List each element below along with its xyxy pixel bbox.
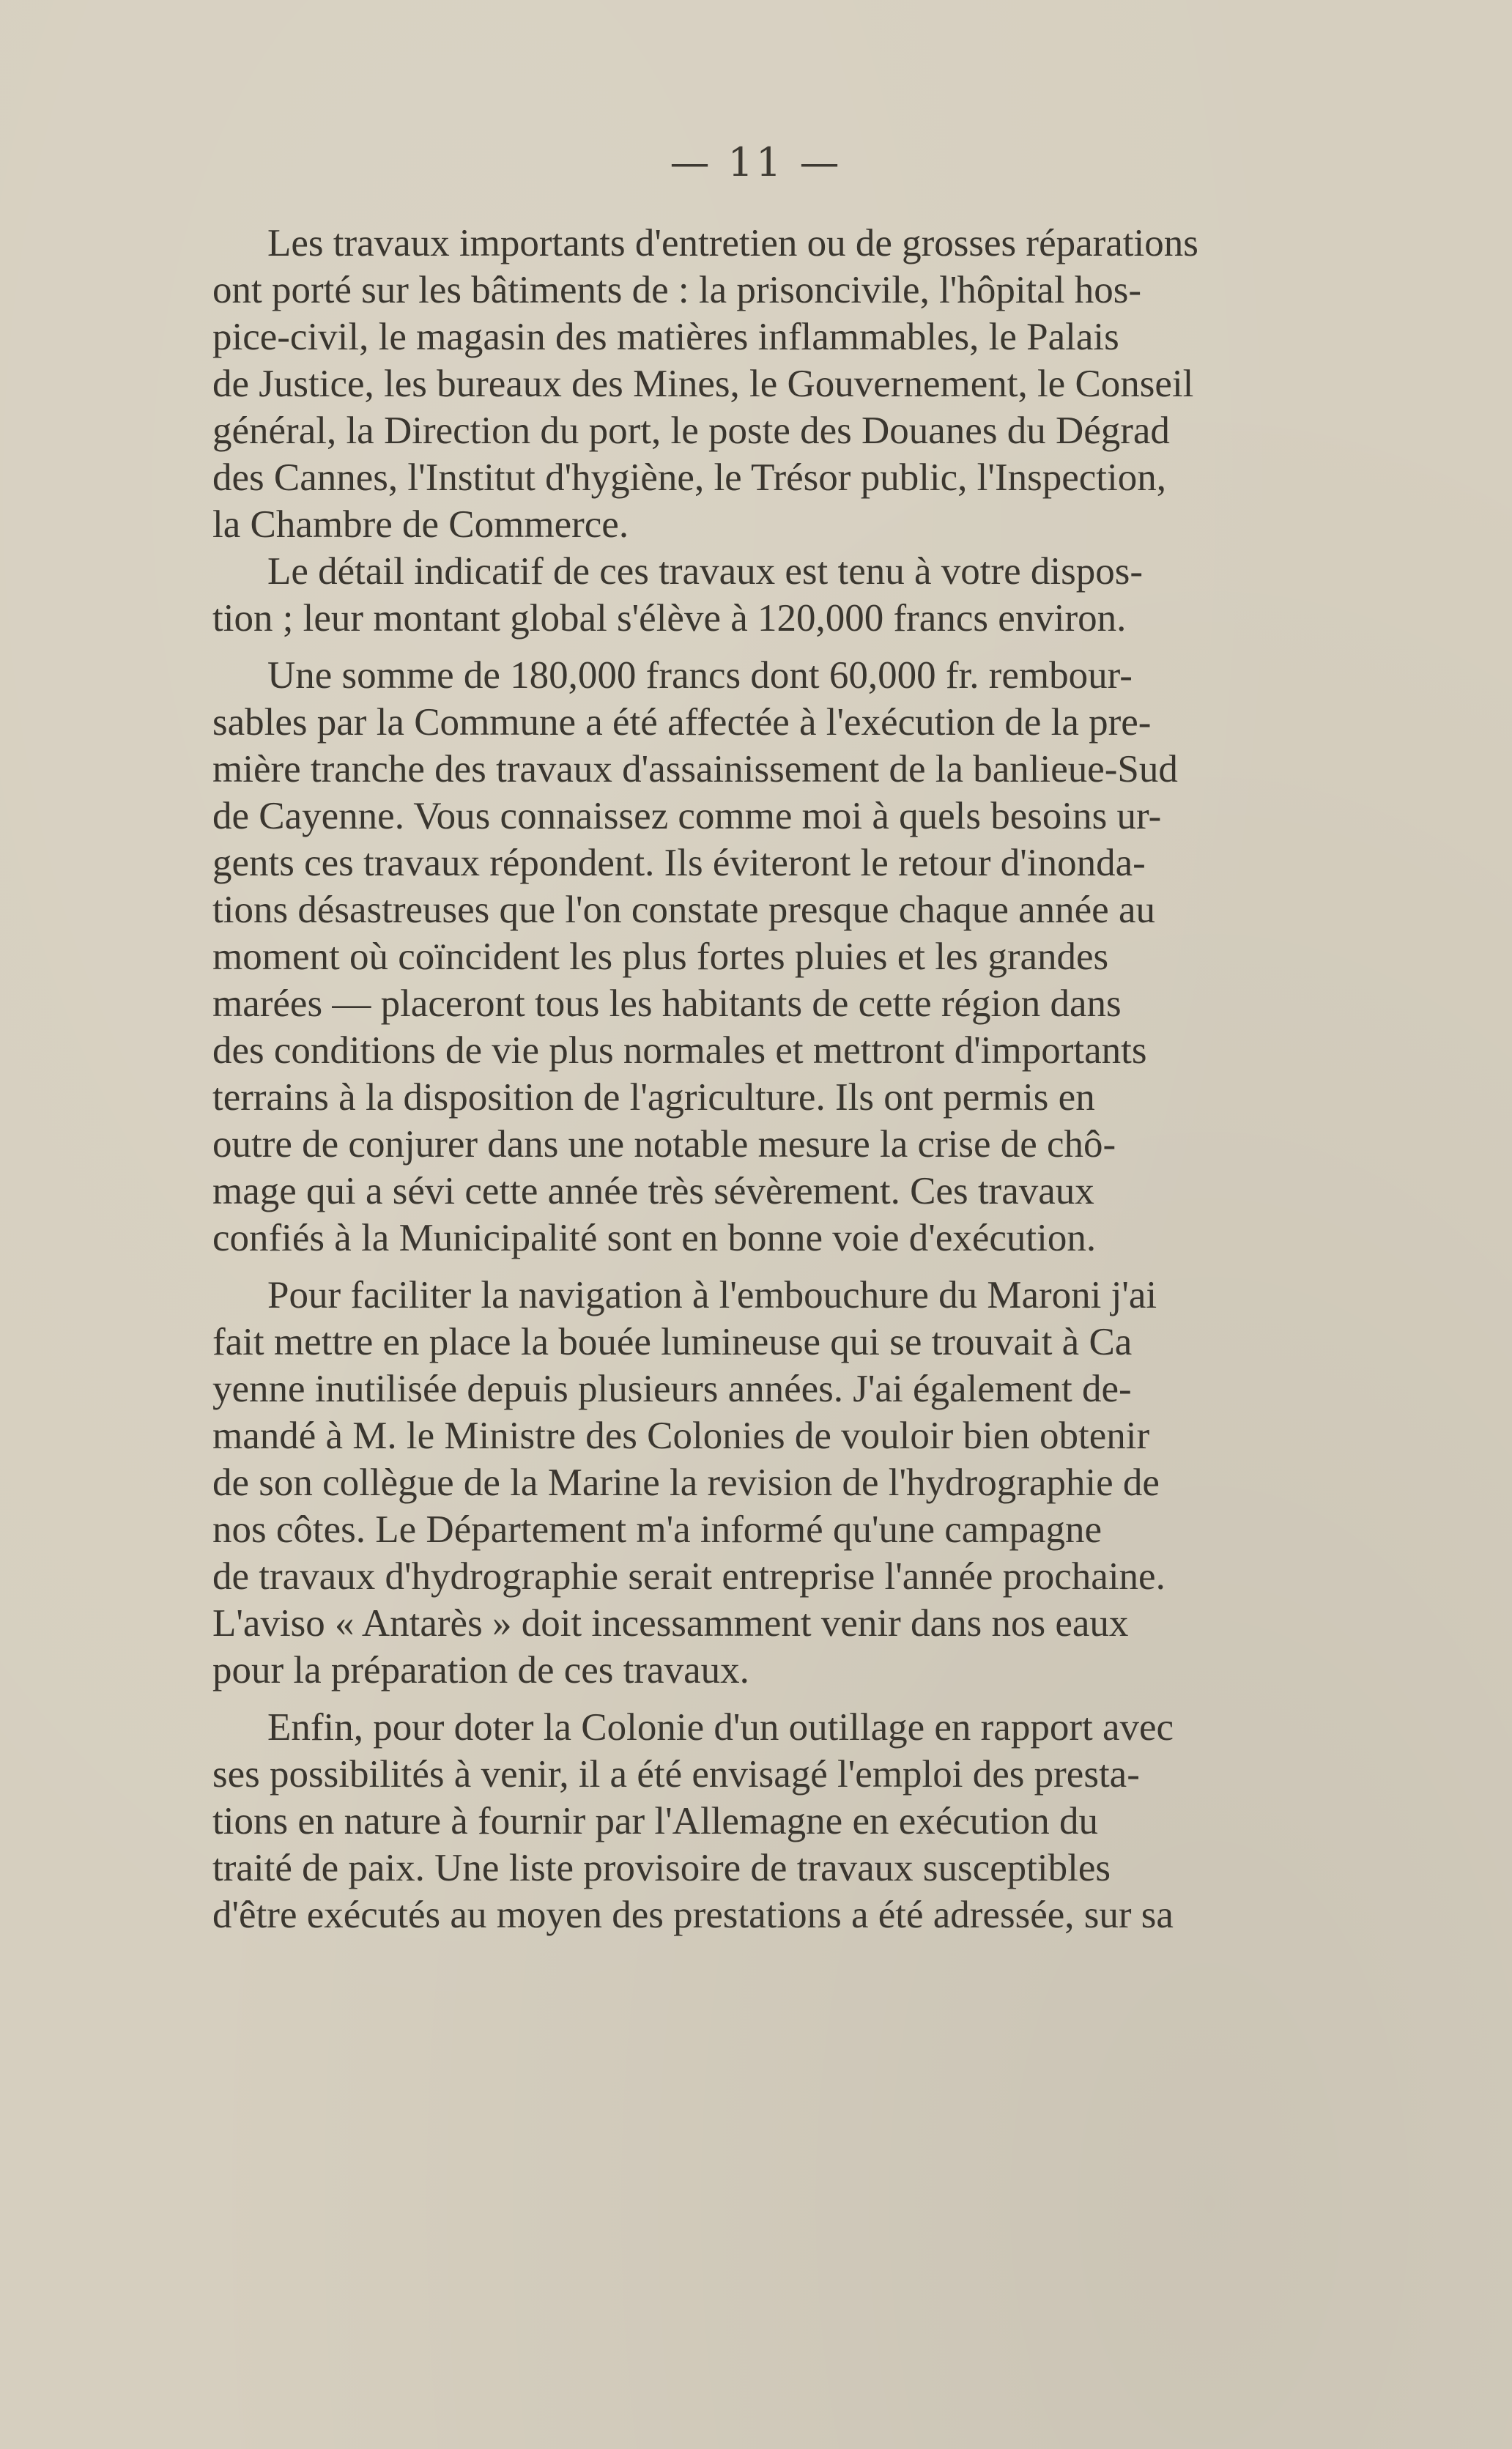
text-line: de Justice, les bureaux des Mines, le Gouvernement, le Conseil (212, 363, 1194, 405)
text-line: yenne inutilisée depuis plusieurs années. J'ai également de- (212, 1368, 1132, 1410)
text-line: général, la Direction du port, le poste des Douanes du Dégrad (212, 410, 1170, 452)
text-line: outre de conjurer dans une notable mesure la crise de chô- (212, 1123, 1116, 1166)
paragraph-equipment (212, 1704, 1348, 1938)
text-line: mière tranche des travaux d'assainissement de la banlieue-Sud (212, 748, 1178, 790)
text-line: moment où coïncident les plus fortes pluies et les grandes (212, 935, 1109, 978)
text-line: traité de paix. Une liste provisoire de travaux susceptibles (212, 1847, 1111, 1889)
text-line: sables par la Commune a été affectée à l'exécution de la pre- (212, 701, 1152, 744)
text-line: des Cannes, l'Institut d'hygiène, le Trésor public, l'Inspection, (212, 456, 1166, 499)
text-line: de Cayenne. Vous connaissez comme moi à quels besoins ur- (212, 795, 1162, 837)
text-line: terrains à la disposition de l'agriculture. Ils ont permis en (212, 1076, 1095, 1119)
text-line: ses possibilités à venir, il a été envisagé l'emploi des presta- (212, 1753, 1140, 1796)
text-line: Pour faciliter la navigation à l'embouchure du Maroni j'ai (267, 1274, 1157, 1316)
paragraph-repairs (212, 220, 1348, 548)
text-line: Enfin, pour doter la Colonie d'un outillage en rapport avec (267, 1706, 1174, 1749)
paragraph-navigation (212, 1272, 1348, 1694)
text-line: de travaux d'hydrographie serait entreprise l'année prochaine. (212, 1555, 1166, 1598)
text-line: Les travaux importants d'entretien ou de grosses réparations (267, 222, 1198, 264)
text-line: marées — placeront tous les habitants de cette région dans (212, 982, 1122, 1025)
text-line: de son collègue de la Marine la revision de l'hydrographie de (212, 1461, 1160, 1504)
text-line: mandé à M. le Ministre des Colonies de vouloir bien obtenir (212, 1415, 1150, 1457)
text-line: Le détail indicatif de ces travaux est tenu à votre dispos- (267, 550, 1144, 593)
text-line: nos côtes. Le Département m'a informé qu'une campagne (212, 1508, 1102, 1551)
text-line: tions désastreuses que l'on constate presque chaque année au (212, 889, 1155, 931)
text-line: fait mettre en place la bouée lumineuse qui se trouvait à Ca (212, 1321, 1133, 1363)
text-line: tion ; leur montant global s'élève à 120,000 francs environ. (212, 597, 1127, 640)
page-number: — 11 — (670, 139, 842, 185)
text-line: d'être exécutés au moyen des prestations a été adressée, sur sa (212, 1894, 1174, 1936)
text-line: pice-civil, le magasin des matières inflammables, le Palais (212, 316, 1119, 358)
text-line: mage qui a sévi cette année très sévèrement. Ces travaux (212, 1170, 1094, 1212)
text-line: confiés à la Municipalité sont en bonne voie d'exécution. (212, 1217, 1097, 1259)
paragraph-sanitation (212, 652, 1348, 1261)
text-line: ont porté sur les bâtiments de : la prisoncivile, l'hôpital hos- (212, 269, 1142, 311)
body-text (212, 220, 1348, 1938)
text-line: gents ces travaux répondent. Ils éviteront le retour d'inonda- (212, 842, 1146, 884)
text-line: Une somme de 180,000 francs dont 60,000 fr. rembour- (267, 654, 1133, 697)
text-line: L'aviso « Antarès » doit incessamment venir dans nos eaux (212, 1602, 1129, 1645)
text-line: la Chambre de Commerce. (212, 503, 629, 546)
text-line: des conditions de vie plus normales et mettront d'importants (212, 1029, 1147, 1072)
text-line: tions en nature à fournir par l'Allemagne en exécution du (212, 1800, 1098, 1842)
text-line: pour la préparation de ces travaux. (212, 1649, 749, 1692)
paragraph-detail (212, 548, 1348, 642)
